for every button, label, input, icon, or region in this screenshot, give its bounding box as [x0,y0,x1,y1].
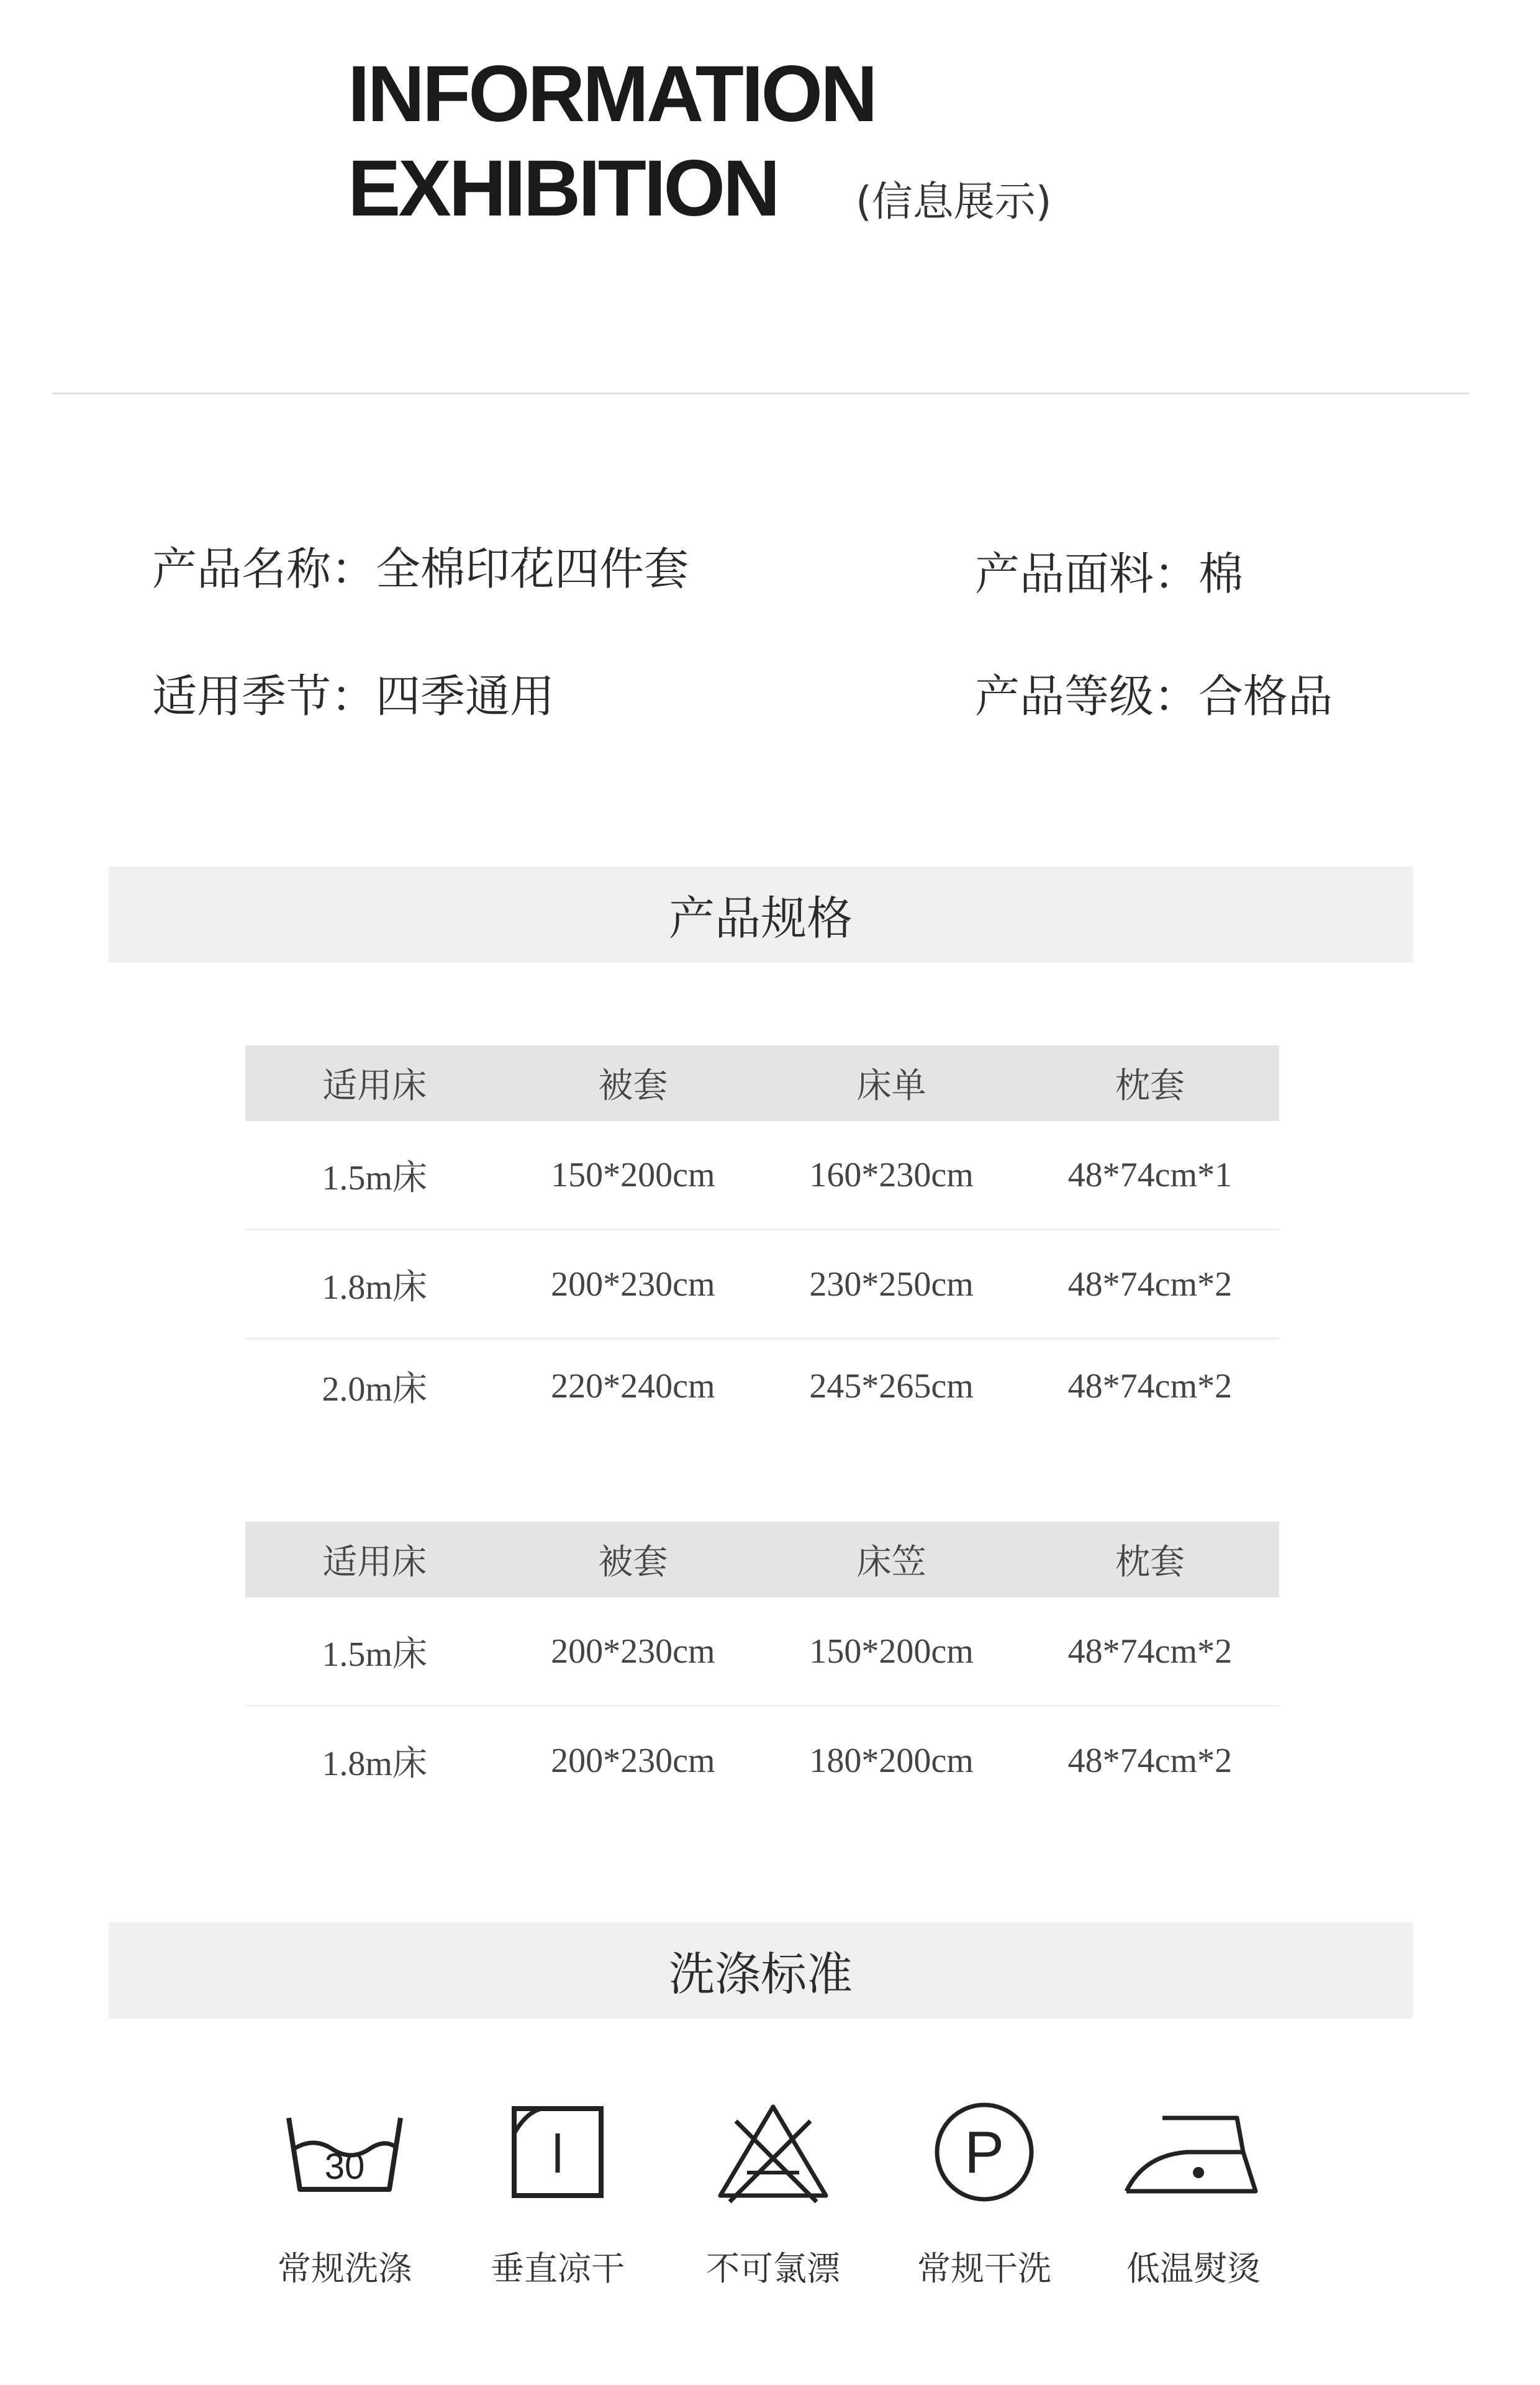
no-bleach-icon [711,2099,835,2205]
table-cell: 180*200cm [809,1741,974,1780]
wash-item-drip-dry [489,2099,626,2310]
heading-line-2: EXHIBITION [348,144,778,233]
spec-table-2 [245,1522,1279,1814]
wash-temperature: 30 [324,2146,365,2187]
wash-section-bar [109,1922,1413,2019]
heading-line-1: INFORMATION [348,50,876,139]
table-cell: 150*200cm [809,1632,974,1671]
wash-item-iron-low [1125,2099,1262,2310]
header-cell-sheet: 床单 [856,1066,926,1106]
info-grade: 产品等级：合格品 [975,670,1333,722]
table-cell: 1.8m床 [322,1744,427,1783]
wash-label: 不可氯漂 [706,2249,840,2288]
table-cell: 1.5m床 [322,1158,427,1197]
table-cell: 245*265cm [809,1367,974,1406]
table-cell: 1.8m床 [322,1268,427,1307]
wash-label: 低温熨烫 [1126,2249,1261,2288]
table-header [245,1522,1279,1597]
table-cell: 48*74cm*2 [1067,1265,1233,1304]
wash-label: 常规洗涤 [278,2249,412,2288]
wash-label: 垂直凉干 [491,2249,625,2288]
table-cell: 160*230cm [809,1155,974,1194]
heading-subtitle: (信息展示) [856,178,1052,225]
wash-label: 常规干洗 [917,2249,1051,2288]
wash-item-dry-clean [916,2099,1053,2310]
header-cell-pillowcase: 枕套 [1115,1066,1185,1106]
table-cell: 48*74cm*2 [1067,1632,1233,1671]
wash-item-no-bleach [705,2099,841,2310]
header-cell-fitted-sheet: 床笠 [856,1542,926,1583]
spec-section-title: 产品规格 [669,891,853,945]
table-row [245,1707,1279,1814]
dry-clean-letter: P [964,2119,1005,2186]
table-cell: 230*250cm [809,1265,974,1304]
header-cell-duvet: 被套 [598,1066,668,1106]
wash-item-normal-wash [276,2099,413,2310]
table-cell: 2.0m床 [322,1370,427,1409]
spec-section-bar [109,866,1413,963]
wash-30-icon [283,2099,407,2205]
table-row [245,1340,1279,1433]
drip-dry-icon [496,2099,620,2205]
table-row [245,1121,1279,1230]
table-cell: 200*230cm [551,1265,715,1304]
header-cell-bed: 适用床 [322,1542,427,1583]
info-season: 适用季节：四季通用 [152,670,555,722]
table-header [245,1045,1279,1121]
header-cell-bed: 适用床 [322,1066,427,1106]
wash-section-title: 洗涤标准 [669,1947,853,2001]
iron-low-icon [1119,2099,1268,2205]
table-row [245,1230,1279,1340]
table-cell: 48*74cm*2 [1067,1367,1233,1406]
table-cell: 48*74cm*2 [1067,1741,1233,1780]
info-product-name: 产品名称：全棉印花四件套 [152,543,689,595]
table-cell: 48*74cm*1 [1067,1155,1233,1194]
table-cell: 200*230cm [551,1741,715,1780]
info-product-fabric: 产品面料：棉 [975,548,1244,600]
header-cell-duvet: 被套 [598,1542,668,1583]
header-cell-pillowcase: 枕套 [1115,1542,1185,1583]
table-row [245,1597,1279,1707]
table-cell: 1.5m床 [322,1635,427,1674]
spec-table-1 [245,1045,1279,1433]
table-cell: 200*230cm [551,1632,715,1671]
table-cell: 220*240cm [551,1367,715,1406]
divider [53,393,1469,394]
dry-clean-p-icon [922,2099,1046,2205]
table-cell: 150*200cm [551,1155,715,1194]
